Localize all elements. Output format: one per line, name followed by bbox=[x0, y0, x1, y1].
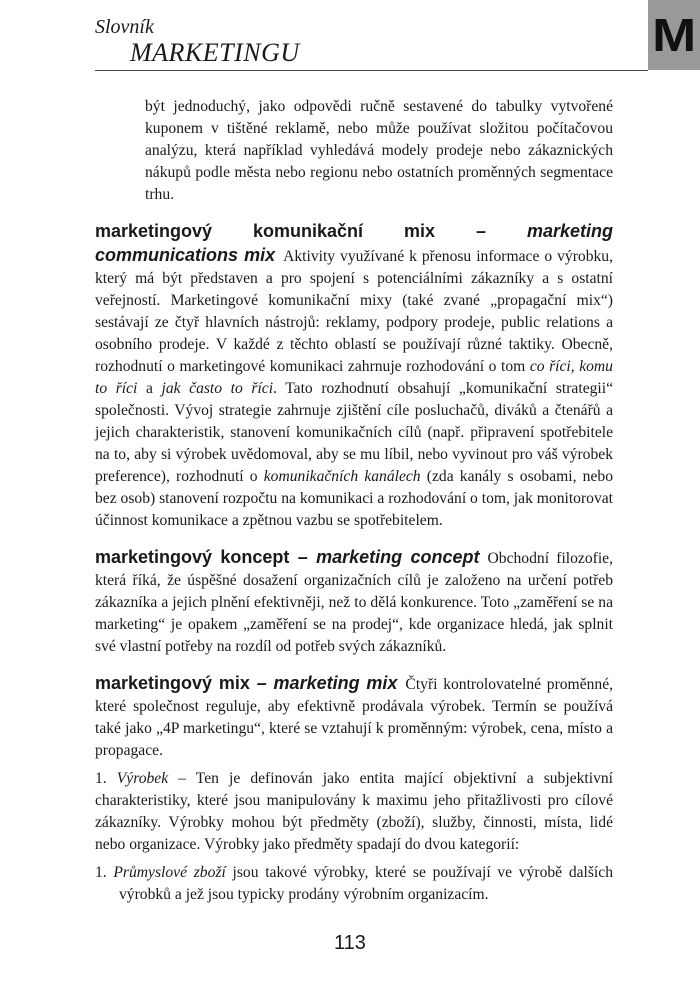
thumb-index-letter: M bbox=[651, 9, 697, 61]
entry-text: a bbox=[137, 380, 162, 397]
list-item-text: Ten je definován jako entita mající objektivní a subjektivní charakteristiky, které jsou manipulovány k maximu jeho přitažlivosti pro cílové zákazníky. Výrobky mohou být předměty (zboží), služby, činnosti, místa, lidé nebo organizace. Výrobky jako předměty spadají do dvou kategorií: bbox=[95, 770, 613, 853]
entry-emphasis: jak často to říci bbox=[161, 380, 274, 397]
running-header-title-small: Slovník bbox=[95, 16, 154, 38]
term-english: marketing concept bbox=[316, 547, 480, 567]
term-czech: marketingový mix bbox=[95, 673, 250, 693]
entry-emphasis: co říci, komu to říci bbox=[95, 358, 613, 397]
list-number: 1. bbox=[95, 864, 114, 881]
list-item-industrial-goods bbox=[95, 862, 613, 906]
entry-term bbox=[95, 547, 480, 567]
term-czech: marketingový koncept bbox=[95, 547, 290, 567]
term-english: marketing mix bbox=[273, 673, 398, 693]
entry-text: Čtyři kontrolovatelné proměnné, které společnost reguluje, aby efektivně prodávala výrobek. Termín se používá také jako „4P marketingu“, které se vztahují k proměnným: výrobek, cena, místo a propagace. bbox=[95, 676, 614, 759]
header-rule bbox=[95, 70, 648, 71]
page-number: 113 bbox=[334, 932, 366, 954]
list-item-title: Výrobek bbox=[116, 770, 169, 787]
entry-text: (zda kanály s osobami, nebo bez osob) stanovení rozpočtu na komunikaci a rozhodování o tom, jak monitorovat účinnost komunikace a zpětnou vazbu se spotřebitelem. bbox=[95, 468, 613, 529]
entry-term bbox=[95, 673, 397, 693]
entry-emphasis: komunikačních kanálech bbox=[263, 468, 421, 485]
term-dash: – bbox=[289, 547, 317, 567]
term-english: marketing communications mix bbox=[95, 221, 614, 265]
entry-marketing-communications-mix bbox=[95, 220, 613, 532]
list-item-title: Průmyslové zboží bbox=[113, 864, 226, 881]
list-item-product bbox=[95, 768, 613, 856]
page-body bbox=[95, 96, 613, 906]
list-item-text: jsou takové výrobky, které se používají ve výrobě dalších výrobků a jež jsou typicky prodány výrobním organizacím. bbox=[119, 864, 613, 903]
running-header-title: MARKETINGU bbox=[130, 38, 300, 67]
entry-text: . Tato rozhodnutí obsahují „komunikační strategii“ společnosti. Vývoj strategie zahrnuje zjištění cíle posluchačů, diváků a čtenářů a jejich charakteristik, stanovení komunikačních cílů (např. připravení spotřebitele na to, aby si výrobek uvědomoval, aby se mu líbil, nebo vyvinout pro váš výrobek preference), rozhodnutí o bbox=[95, 380, 613, 485]
entry-marketing-concept bbox=[95, 546, 613, 658]
entry-text: Obchodní filozofie, která říká, že úspěšné dosažení organizačních cílů je založeno na určení potřeb zákazníka a jejich plnění efektivněji, než to dělá konkurence. Toto „zaměření se na marketing“ je opakem „zaměření se na prodej“, kde organizace hledá, jak splnit své vlastní potřeby na rozdíl od potřeb svých zákazníků. bbox=[95, 550, 613, 655]
list-dash: – bbox=[168, 770, 196, 787]
term-czech: marketingový komunikační mix bbox=[95, 221, 436, 241]
term-dash: – bbox=[249, 673, 274, 693]
entry-text: Aktivity využívané k přenosu informace o výrobku, který má být představen a pro spojení s potenciálními zákazníky a s ostatní veřejností. Marketingové komunikační mixy (také zvané „propagační mix“) sestávají ze čtyř hlavních nástrojů: reklamy, podpory prodeje, public relations a osobního prodeje. V každé z těchto oblastí se používají různé taktiky. Obecně, rozhodnutí o marketingové komunikaci zahrnuje rozhodování o tom bbox=[95, 248, 613, 375]
list-number: 1. bbox=[95, 770, 117, 787]
entry-marketing-mix bbox=[95, 672, 613, 762]
thumb-index-tab bbox=[648, 0, 700, 70]
term-dash: – bbox=[435, 221, 527, 241]
intro-paragraph: být jednoduchý, jako odpovědi ručně sestavené do tabulky vytvořené kuponem v tištěné reklamě, nebo může používat složitou počítačovou analýzu, která například vyhledává modely prodeje nebo zákaznických nákupů podle města nebo regionu nebo ostatních proměnných segmentace trhu. bbox=[145, 98, 613, 203]
